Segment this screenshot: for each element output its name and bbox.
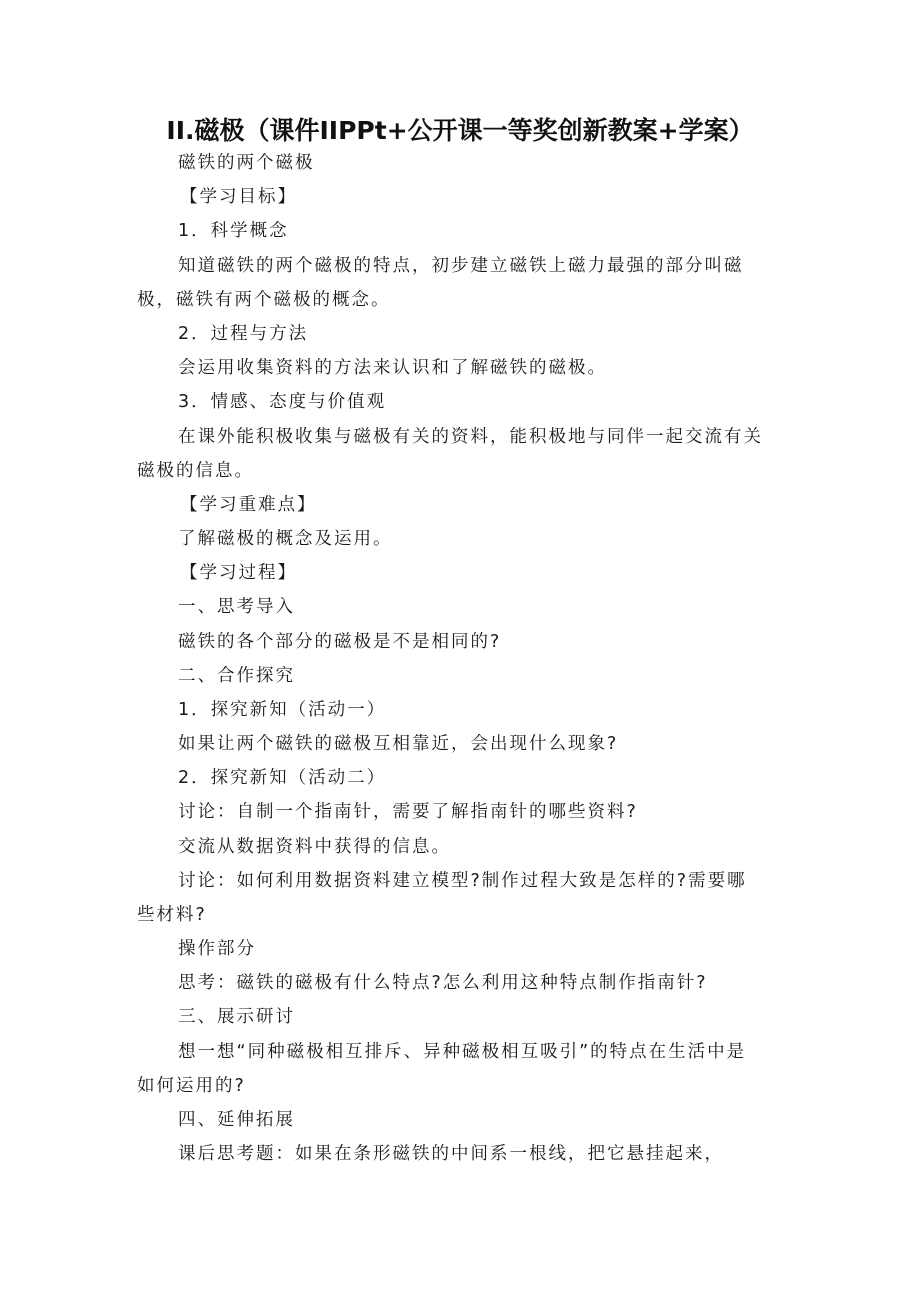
subsection-heading: 1．科学概念 <box>178 221 289 241</box>
paragraph-line: 想一想“同种磁极相互排斥、异种磁极相互吸引”的特点在生活中是 <box>178 1042 747 1062</box>
paragraph-line: 交流从数据资料中获得的信息。 <box>178 837 451 857</box>
subsection-heading: 2．探究新知（活动二） <box>178 768 387 788</box>
subsection-heading: 1．探究新知（活动一） <box>178 700 387 720</box>
subsection-heading: 3．情感、态度与价值观 <box>178 392 387 412</box>
paragraph-line: 了解磁极的概念及运用。 <box>178 529 393 549</box>
paragraph-line: 思考：磁铁的磁极有什么特点?怎么利用这种特点制作指南针? <box>178 973 708 993</box>
paragraph-line: 讨论：自制一个指南针，需要了解指南针的哪些资料? <box>178 802 638 822</box>
paragraph-line: 讨论：如何利用数据资料建立模型?制作过程大致是怎样的?需要哪 <box>178 871 747 891</box>
paragraph-line: 极，磁铁有两个磁极的概念。 <box>137 290 391 310</box>
subsection-heading: 三、展示研讨 <box>178 1007 295 1027</box>
paragraph-line: 知道磁铁的两个磁极的特点，初步建立磁铁上磁力最强的部分叫磁 <box>178 256 744 276</box>
section-heading: 【学习目标】 <box>180 187 297 207</box>
paragraph-line: 在课外能积极收集与磁极有关的资料，能积极地与同伴一起交流有关 <box>178 427 763 447</box>
paragraph-line: 会运用收集资料的方法来认识和了解磁铁的磁极。 <box>178 358 607 378</box>
document-title: II.磁极（课件IIPPt+公开课一等奖创新教案+学案） <box>166 116 754 145</box>
paragraph-line: 课后思考题：如果在条形磁铁的中间系一根线，把它悬挂起来， <box>178 1144 724 1164</box>
subsection-heading: 四、延伸拓展 <box>178 1110 295 1130</box>
section-heading: 【学习重难点】 <box>180 495 317 515</box>
paragraph-line: 磁极的信息。 <box>137 461 254 481</box>
subsection-heading: 操作部分 <box>178 939 256 959</box>
paragraph-line: 如果让两个磁铁的磁极互相靠近，会出现什么现象? <box>178 734 619 754</box>
paragraph-line: 磁铁的各个部分的磁极是不是相同的? <box>178 632 502 652</box>
paragraph-line: 些材料? <box>137 905 207 925</box>
section-heading: 磁铁的两个磁极 <box>178 153 315 173</box>
section-heading: 【学习过程】 <box>180 563 297 583</box>
subsection-heading: 一、思考导入 <box>178 597 295 617</box>
subsection-heading: 二、合作探究 <box>178 666 295 686</box>
paragraph-line: 如何运用的? <box>137 1076 246 1096</box>
subsection-heading: 2．过程与方法 <box>178 324 309 344</box>
